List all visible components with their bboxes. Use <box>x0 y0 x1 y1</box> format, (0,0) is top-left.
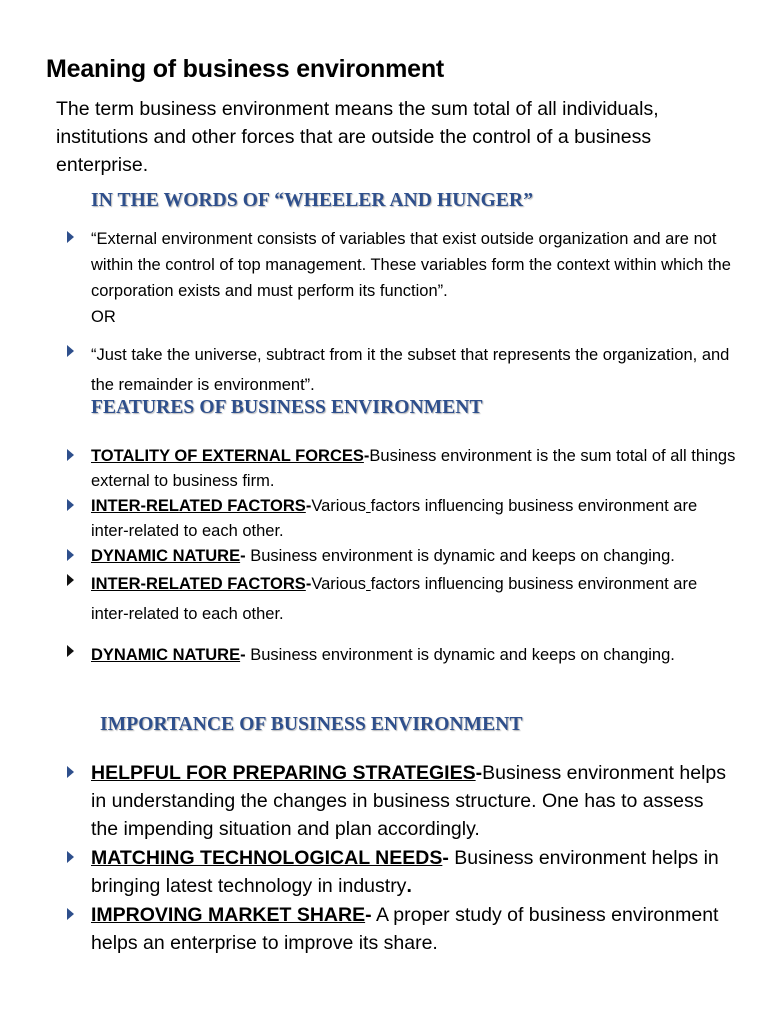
importance-item-3: IMPROVING MARKET SHARE- A proper study of business environment helps an enterprise to improve its share. <box>67 901 727 957</box>
feature-text: Business environment is dynamic and keeps on changing. <box>245 547 675 565</box>
bullet-triangle-icon <box>67 569 91 586</box>
importance-text: Business environment helps in understanding the changes in business structure. One has to assess the impending situation and plan accordingly. <box>91 762 727 840</box>
feature-item-1: TOTALITY OF EXTERNAL FORCES-Business environment is the sum total of all things external to business firm. <box>67 444 737 494</box>
feature-item-3: DYNAMIC NATURE- Business environment is dynamic and keeps on changing. <box>67 544 737 569</box>
importance-term: HELPFUL FOR PREPARING STRATEGIES <box>91 762 476 784</box>
wheeler-heading: IN THE WORDS OF “WHEELER AND HUNGER” <box>91 190 534 211</box>
importance-item-2: MATCHING TECHNOLOGICAL NEEDS- Business environment helps in bringing latest technology in industry. <box>67 844 727 900</box>
bullet-triangle-icon <box>67 759 91 778</box>
feature-term: INTER-RELATED FACTORS <box>91 575 306 593</box>
importance-heading: IMPORTANCE OF BUSINESS ENVIRONMENT <box>100 714 523 735</box>
feature-term: DYNAMIC NATURE <box>91 547 241 565</box>
intro-paragraph: The term business environment means the sum total of all individuals, institutions and other forces that are outside the control of a business enterprise. <box>56 98 659 176</box>
importance-term: IMPROVING MARKET SHARE <box>91 904 366 926</box>
importance-text: Business environment helps in bringing latest technology in industry <box>91 847 719 897</box>
quote-text: “External environment consists of variables that exist outside organization and are not within the control of top management. These variables form the context within which the corporation exists and must perform its function”. <box>91 230 731 300</box>
feature-item-5: DYNAMIC NATURE- Business environment is dynamic and keeps on changing. <box>67 640 737 670</box>
quote-text: “Just take the universe, subtract from it the subset that represents the organization, and the remainder is environment”. <box>91 346 730 394</box>
feature-term: DYNAMIC NATURE <box>91 646 241 664</box>
feature-text: factors influencing business environment are inter-related to each other. <box>91 497 698 540</box>
importance-term: MATCHING TECHNOLOGICAL NEEDS <box>91 847 443 869</box>
feature-item-4: INTER-RELATED FACTORS-Various factors influencing business environment are inter-related to each other. <box>67 569 737 629</box>
features-heading: FEATURES OF BUSINESS ENVIRONMENT <box>91 397 483 418</box>
bullet-triangle-icon <box>67 494 91 511</box>
page-title: Meaning of business environment <box>46 55 445 83</box>
importance-item-1: HELPFUL FOR PREPARING STRATEGIES-Business environment helps in understanding the changes in business structure. One has to assess the impending situation and plan accordingly. <box>67 759 727 843</box>
quote-item-1 <box>67 226 737 330</box>
bullet-triangle-icon <box>67 901 91 920</box>
feature-text: Business environment is the sum total of all things external to business firm. <box>91 447 736 490</box>
importance-text: A proper study of business environment helps an enterprise to improve its share. <box>91 904 719 954</box>
bullet-triangle-icon <box>67 340 91 357</box>
feature-term: TOTALITY OF EXTERNAL FORCES <box>91 447 364 465</box>
bullet-triangle-icon <box>67 226 91 243</box>
feature-text: factors influencing business environment are inter-related to each other. <box>91 575 698 623</box>
bullet-triangle-icon <box>67 544 91 561</box>
bullet-triangle-icon <box>67 444 91 461</box>
bullet-triangle-icon <box>67 844 91 863</box>
feature-item-2: INTER-RELATED FACTORS-Various factors influencing business environment are inter-related to each other. <box>67 494 737 544</box>
feature-term: INTER-RELATED FACTORS <box>91 497 306 515</box>
bullet-triangle-icon <box>67 640 91 657</box>
quote-item-2 <box>67 340 737 400</box>
feature-text: Business environment is dynamic and keeps on changing. <box>245 646 675 664</box>
quote-or: OR <box>91 308 116 326</box>
